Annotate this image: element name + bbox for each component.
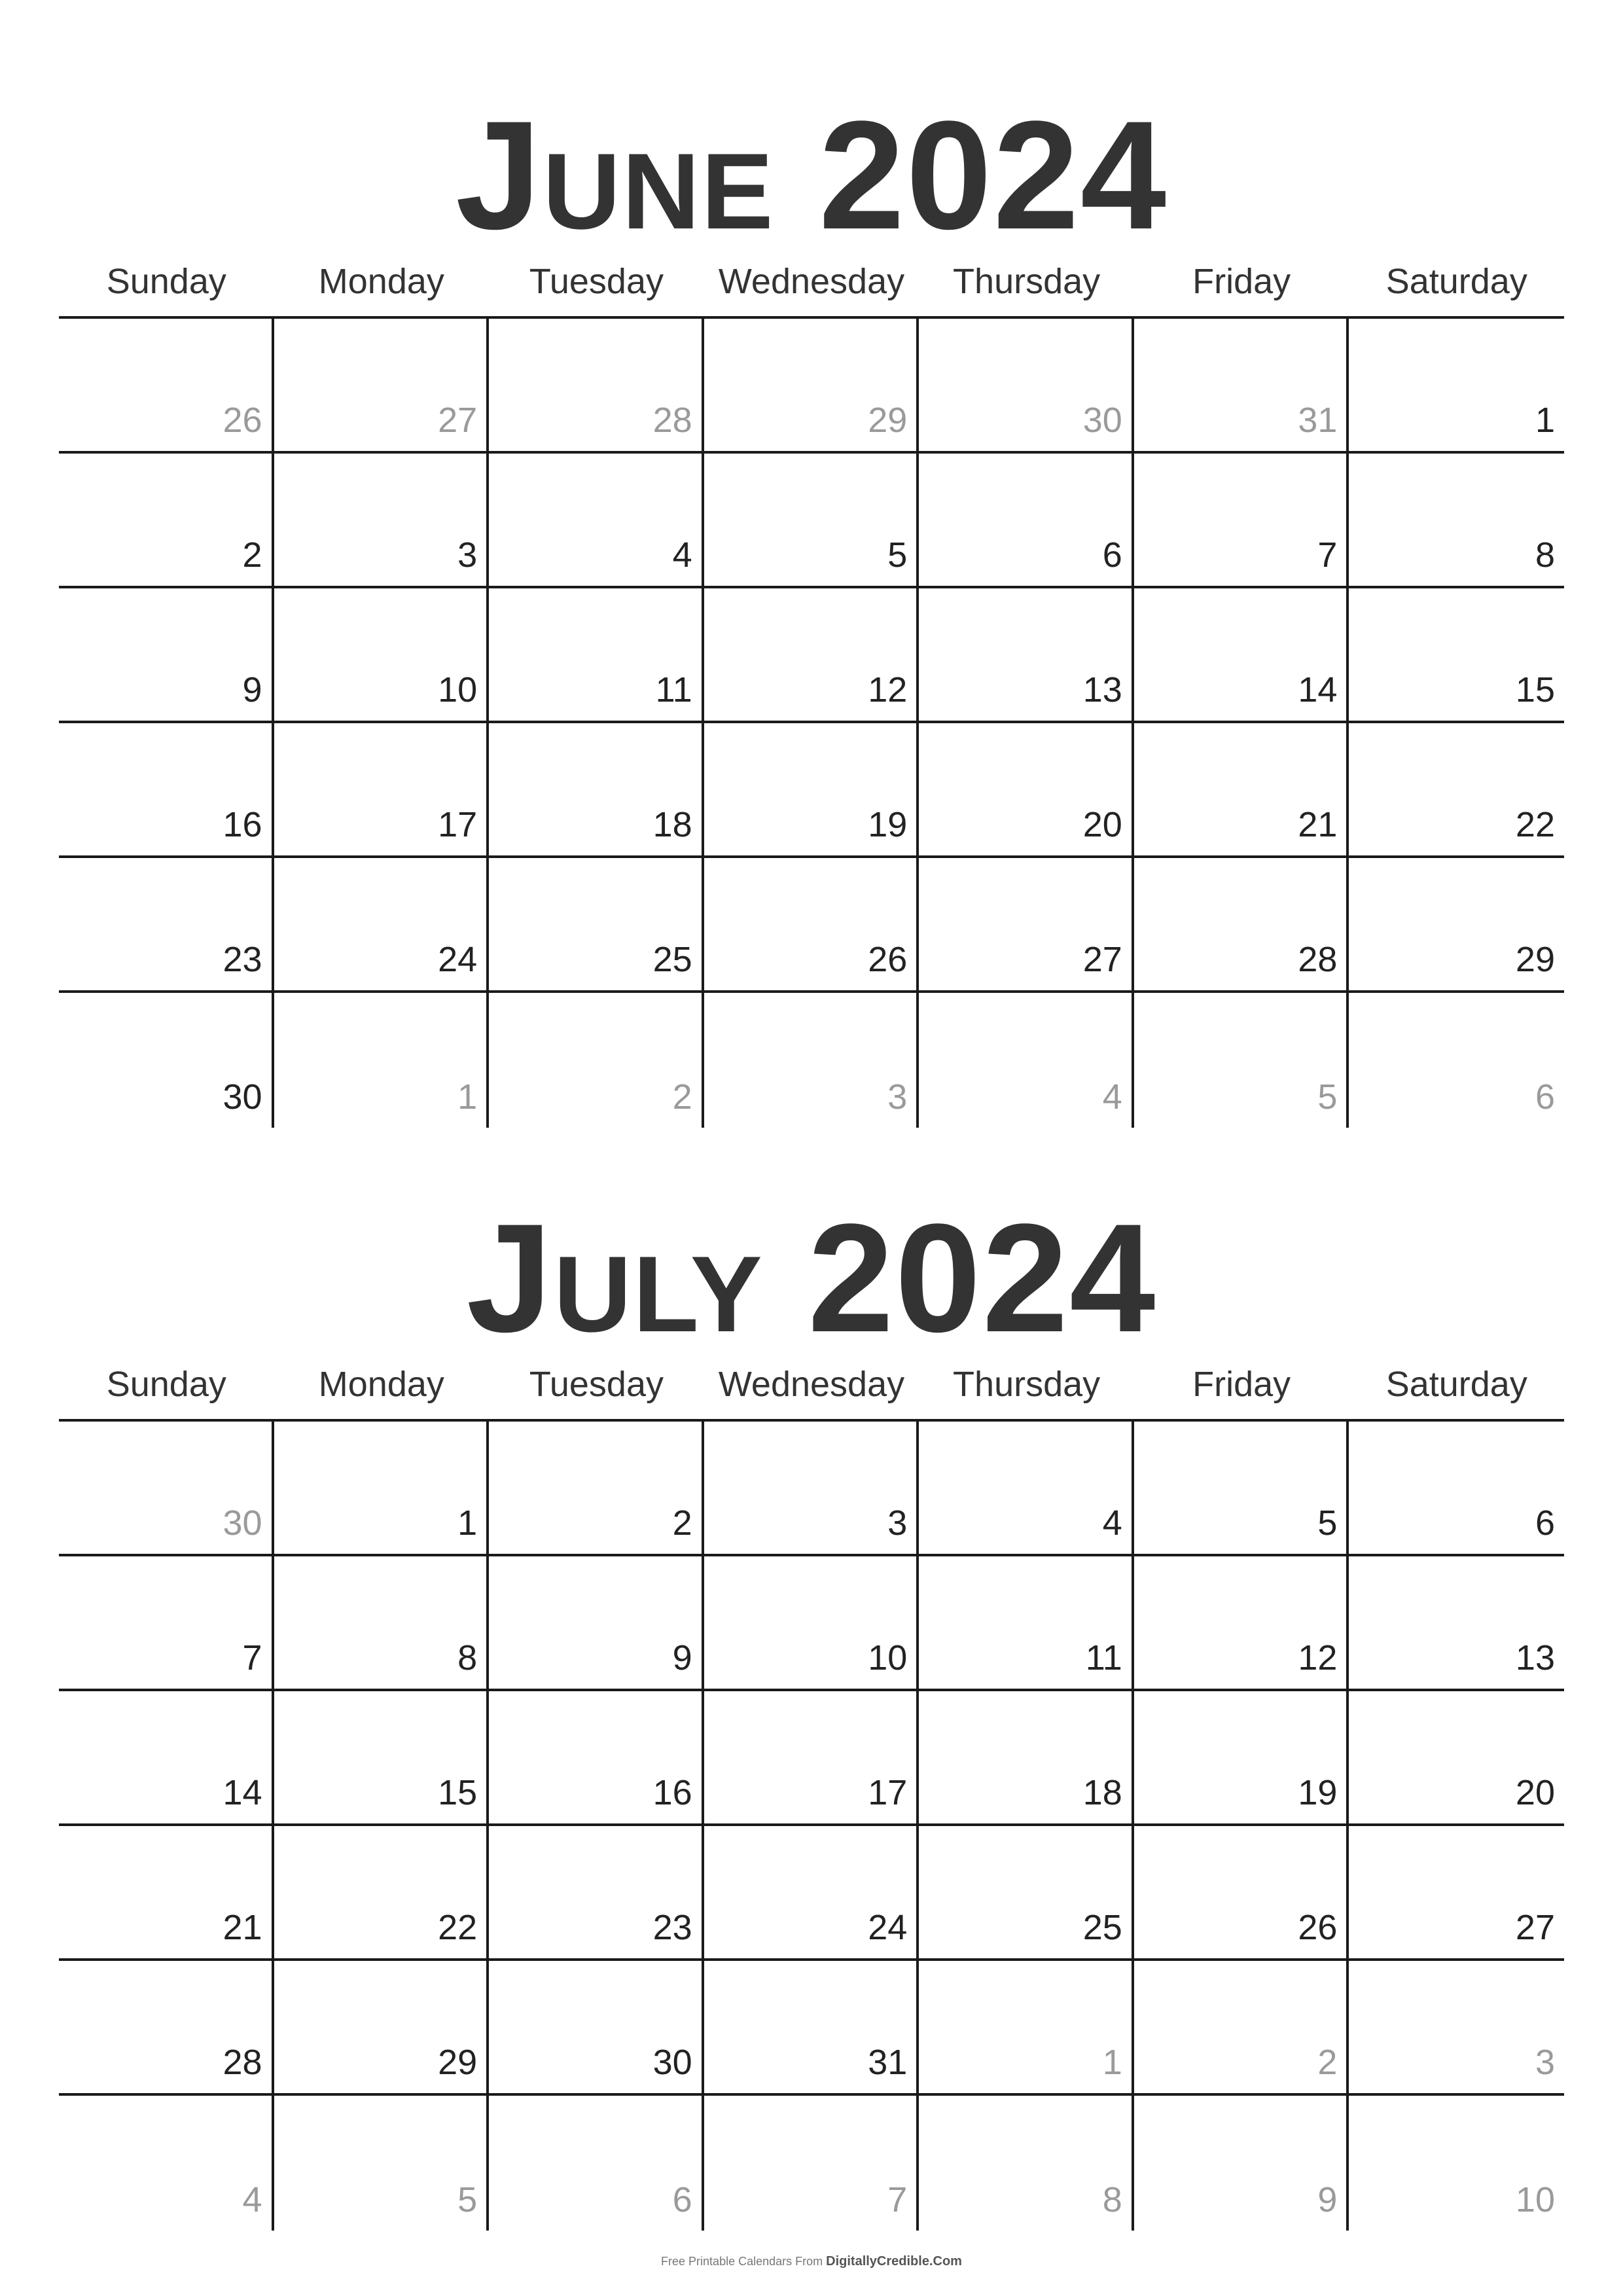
day-number: 2: [242, 535, 262, 575]
day-cell: [489, 1422, 704, 1556]
day-number: 30: [652, 2043, 692, 2082]
weekday-header: [59, 255, 1564, 308]
day-number: 27: [1515, 1908, 1555, 1947]
day-cell-other-month: [919, 1961, 1134, 2096]
day-number: 22: [438, 1908, 478, 1947]
day-cell: [489, 1826, 704, 1961]
day-cell-other-month: [919, 319, 1134, 454]
day-number: 6: [672, 2180, 692, 2219]
day-cell: [59, 588, 274, 723]
day-number: 26: [223, 401, 262, 440]
day-number: 13: [1515, 1638, 1555, 1677]
day-number: 14: [1298, 670, 1338, 709]
day-cell: [274, 1826, 490, 1961]
weekday-label: Monday: [318, 1365, 444, 1404]
day-number: 14: [223, 1773, 262, 1812]
day-number: 1: [457, 1503, 478, 1543]
day-number: 4: [242, 2180, 262, 2219]
day-number: 2: [1317, 2043, 1338, 2082]
day-cell: [1349, 1556, 1564, 1691]
day-number: 8: [457, 1638, 478, 1677]
day-number: 8: [1535, 535, 1555, 575]
day-number: 4: [672, 535, 692, 575]
day-number: 5: [887, 535, 908, 575]
day-number: 10: [438, 670, 478, 709]
day-number: 8: [1102, 2180, 1122, 2219]
day-number: 3: [1535, 2043, 1555, 2082]
day-cell: [489, 1961, 704, 2096]
day-cell: [274, 1961, 490, 2096]
day-cell: [1134, 588, 1349, 723]
day-number: 30: [1082, 401, 1122, 440]
day-cell: [1134, 723, 1349, 858]
day-number: 7: [1317, 535, 1338, 575]
day-cell: [489, 1691, 704, 1826]
day-cell: [274, 723, 490, 858]
day-number: 31: [1298, 401, 1338, 440]
day-cell-other-month: [489, 993, 704, 1128]
day-number: 9: [672, 1638, 692, 1677]
weekday-label: Tuesday: [529, 1365, 664, 1404]
day-number: 9: [1317, 2180, 1338, 2219]
day-number: 16: [652, 1773, 692, 1812]
day-number: 28: [1298, 940, 1338, 979]
day-cell: [704, 1691, 919, 1826]
day-number: 2: [672, 1503, 692, 1543]
day-cell-other-month: [1349, 2096, 1564, 2231]
day-number: 10: [1515, 2180, 1555, 2219]
day-cell: [59, 1556, 274, 1691]
day-cell-other-month: [59, 2096, 274, 2231]
day-number: 3: [887, 1503, 908, 1543]
day-cell: [489, 454, 704, 588]
day-cell-other-month: [704, 993, 919, 1128]
day-cell: [274, 858, 490, 993]
day-cell: [1349, 1826, 1564, 1961]
day-cell: [274, 1691, 490, 1826]
day-number: 4: [1102, 1077, 1122, 1117]
day-number: 29: [1515, 940, 1555, 979]
calendar-grid: [59, 316, 1564, 1128]
day-cell-other-month: [59, 1422, 274, 1556]
day-cell-other-month: [1134, 993, 1349, 1128]
day-number: 29: [868, 401, 908, 440]
day-cell: [1134, 454, 1349, 588]
day-cell-other-month: [59, 319, 274, 454]
month-title: July 2024: [466, 1192, 1157, 1365]
day-cell: [489, 858, 704, 993]
day-number: 1: [1102, 2043, 1122, 2082]
day-number: 9: [242, 670, 262, 709]
day-number: 5: [457, 2180, 478, 2219]
day-number: 6: [1102, 535, 1122, 575]
day-number: 26: [1298, 1908, 1338, 1947]
day-number: 20: [1082, 805, 1122, 844]
day-number: 25: [652, 940, 692, 979]
day-cell: [59, 723, 274, 858]
day-number: 17: [868, 1773, 908, 1812]
day-number: 6: [1535, 1077, 1555, 1117]
day-number: 5: [1317, 1077, 1338, 1117]
day-number: 2: [672, 1077, 692, 1117]
day-cell: [919, 454, 1134, 588]
weekday-header: [59, 1358, 1564, 1410]
day-cell: [1349, 588, 1564, 723]
day-number: 27: [1082, 940, 1122, 979]
day-cell-other-month: [1134, 319, 1349, 454]
day-cell: [59, 858, 274, 993]
day-cell: [919, 588, 1134, 723]
day-cell: [1349, 454, 1564, 588]
day-number: 12: [1298, 1638, 1338, 1677]
day-cell: [704, 723, 919, 858]
weekday-label: Saturday: [1385, 1365, 1527, 1404]
day-number: 3: [887, 1077, 908, 1117]
day-cell: [1134, 1556, 1349, 1691]
day-number: 30: [223, 1077, 262, 1117]
day-cell-other-month: [1349, 993, 1564, 1128]
day-cell-other-month: [704, 319, 919, 454]
day-cell: [59, 993, 274, 1128]
weekday-label: Friday: [1192, 1365, 1291, 1404]
weekday-label: Friday: [1192, 262, 1291, 301]
day-cell: [274, 588, 490, 723]
weekday-label: Saturday: [1385, 262, 1527, 301]
day-number: 21: [223, 1908, 262, 1947]
day-cell: [59, 1826, 274, 1961]
day-cell-other-month: [704, 2096, 919, 2231]
day-cell: [919, 858, 1134, 993]
day-number: 28: [223, 2043, 262, 2082]
day-number: 17: [438, 805, 478, 844]
day-cell: [704, 1556, 919, 1691]
day-number: 7: [242, 1638, 262, 1677]
day-number: 11: [655, 670, 692, 709]
day-number: 19: [1298, 1773, 1338, 1812]
day-cell: [1349, 723, 1564, 858]
day-cell: [919, 723, 1134, 858]
day-cell-other-month: [274, 2096, 490, 2231]
day-number: 6: [1535, 1503, 1555, 1543]
day-number: 30: [223, 1503, 262, 1543]
day-number: 5: [1317, 1503, 1338, 1543]
day-number: 18: [652, 805, 692, 844]
day-cell: [1349, 319, 1564, 454]
day-cell: [919, 1422, 1134, 1556]
day-cell-other-month: [274, 993, 490, 1128]
day-number: 20: [1515, 1773, 1555, 1812]
day-number: 24: [868, 1908, 908, 1947]
weekday-label: Thursday: [953, 1365, 1101, 1404]
day-cell: [489, 723, 704, 858]
weekday-label: Sunday: [106, 262, 226, 301]
day-cell-other-month: [489, 319, 704, 454]
day-number: 22: [1515, 805, 1555, 844]
day-cell: [704, 1422, 919, 1556]
day-cell-other-month: [274, 319, 490, 454]
day-cell: [919, 1826, 1134, 1961]
day-number: 26: [868, 940, 908, 979]
day-number: 19: [868, 805, 908, 844]
day-cell-other-month: [919, 993, 1134, 1128]
day-number: 23: [223, 940, 262, 979]
day-number: 18: [1082, 1773, 1122, 1812]
day-cell: [919, 1556, 1134, 1691]
day-number: 10: [868, 1638, 908, 1677]
day-number: 15: [438, 1773, 478, 1812]
day-number: 13: [1082, 670, 1122, 709]
day-cell: [274, 454, 490, 588]
day-number: 25: [1082, 1908, 1122, 1947]
day-cell-other-month: [1134, 1961, 1349, 2096]
weekday-label: Tuesday: [529, 262, 664, 301]
day-number: 28: [652, 401, 692, 440]
day-cell: [59, 1691, 274, 1826]
day-cell: [59, 1961, 274, 2096]
weekday-label: Wednesday: [718, 262, 905, 301]
day-number: 31: [868, 2043, 908, 2082]
day-cell: [489, 588, 704, 723]
weekday-label: Wednesday: [718, 1365, 905, 1404]
weekday-label: Thursday: [953, 262, 1101, 301]
day-number: 1: [1535, 401, 1555, 440]
day-cell: [704, 454, 919, 588]
day-number: 3: [457, 535, 478, 575]
day-number: 12: [868, 670, 908, 709]
day-cell: [1134, 858, 1349, 993]
day-number: 15: [1515, 670, 1555, 709]
day-cell: [1349, 1422, 1564, 1556]
day-cell: [1349, 858, 1564, 993]
day-number: 21: [1298, 805, 1338, 844]
day-cell-other-month: [489, 2096, 704, 2231]
calendar-grid: [59, 1419, 1564, 2231]
day-number: 23: [652, 1908, 692, 1947]
footer-prefix: Free Printable Calendars From: [661, 2255, 827, 2268]
weekday-label: Sunday: [106, 1365, 226, 1404]
footer-brand: DigitallyCredible.Com: [826, 2254, 962, 2269]
day-cell: [704, 858, 919, 993]
day-cell: [274, 1422, 490, 1556]
day-cell: [704, 588, 919, 723]
month-title: June 2024: [455, 89, 1168, 262]
day-cell: [1134, 1422, 1349, 1556]
day-number: 16: [223, 805, 262, 844]
day-number: 29: [438, 2043, 478, 2082]
day-number: 4: [1102, 1503, 1122, 1543]
day-number: 1: [457, 1077, 478, 1117]
day-cell-other-month: [1134, 2096, 1349, 2231]
day-number: 24: [438, 940, 478, 979]
day-cell-other-month: [1349, 1961, 1564, 2096]
day-cell: [1134, 1826, 1349, 1961]
day-cell: [489, 1556, 704, 1691]
weekday-label: Monday: [318, 262, 444, 301]
day-cell-other-month: [919, 2096, 1134, 2231]
day-cell: [1349, 1691, 1564, 1826]
day-cell: [274, 1556, 490, 1691]
day-cell: [704, 1826, 919, 1961]
day-cell: [59, 454, 274, 588]
day-cell: [1134, 1691, 1349, 1826]
footer-credit: [0, 2253, 1623, 2269]
day-number: 27: [438, 401, 478, 440]
day-number: 11: [1085, 1638, 1122, 1677]
day-cell: [704, 1961, 919, 2096]
day-cell: [919, 1691, 1134, 1826]
day-number: 7: [887, 2180, 908, 2219]
